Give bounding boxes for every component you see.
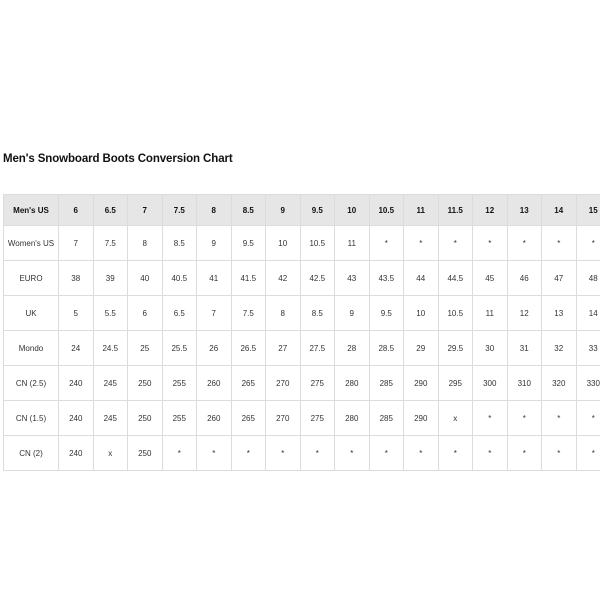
table-cell: * (369, 436, 404, 471)
column-header: 12 (473, 195, 508, 226)
table-cell: 43 (335, 261, 370, 296)
table-cell: 25 (128, 331, 163, 366)
conversion-table-container (3, 194, 600, 471)
table-cell: 255 (162, 401, 197, 436)
table-cell: * (300, 436, 335, 471)
chart-title: Men's Snowboard Boots Conversion Chart (3, 153, 233, 165)
table-cell: 6.5 (162, 296, 197, 331)
table-cell: 10 (266, 226, 301, 261)
table-row (4, 331, 600, 366)
table-cell: * (438, 436, 473, 471)
table-cell: * (507, 436, 542, 471)
table-cell: 270 (266, 366, 301, 401)
table-cell: 26.5 (231, 331, 266, 366)
table-cell: 33 (576, 331, 600, 366)
table-cell: 240 (59, 366, 94, 401)
table-cell: * (231, 436, 266, 471)
table-cell: 38 (59, 261, 94, 296)
table-cell: 7 (197, 296, 232, 331)
table-row (4, 366, 600, 401)
table-cell: 290 (404, 401, 439, 436)
table-row (4, 261, 600, 296)
table-cell: 250 (128, 401, 163, 436)
table-cell: * (266, 436, 301, 471)
table-cell: 11 (335, 226, 370, 261)
table-cell: 250 (128, 366, 163, 401)
table-cell: * (542, 436, 577, 471)
table-cell: x (93, 436, 128, 471)
column-header: 9 (266, 195, 301, 226)
table-cell: 8.5 (300, 296, 335, 331)
table-cell: 250 (128, 436, 163, 471)
table-cell: 300 (473, 366, 508, 401)
header-row (4, 195, 600, 226)
row-label: Women's US (4, 226, 59, 261)
table-cell: 45 (473, 261, 508, 296)
table-cell: 41.5 (231, 261, 266, 296)
table-cell: 11 (473, 296, 508, 331)
table-cell: * (197, 436, 232, 471)
table-cell: 31 (507, 331, 542, 366)
table-cell: 47 (542, 261, 577, 296)
table-cell: * (162, 436, 197, 471)
table-cell: 10 (404, 296, 439, 331)
table-cell: 10.5 (300, 226, 335, 261)
table-cell: 41 (197, 261, 232, 296)
table-cell: 275 (300, 401, 335, 436)
table-cell: * (542, 401, 577, 436)
table-cell: * (473, 436, 508, 471)
table-cell: 32 (542, 331, 577, 366)
table-cell: 270 (266, 401, 301, 436)
table-cell: 275 (300, 366, 335, 401)
column-header: 10 (335, 195, 370, 226)
row-label: EURO (4, 261, 59, 296)
table-cell: 29.5 (438, 331, 473, 366)
table-cell: 8.5 (162, 226, 197, 261)
table-cell: 42.5 (300, 261, 335, 296)
table-cell: 12 (507, 296, 542, 331)
table-cell: 9 (197, 226, 232, 261)
table-cell: * (473, 226, 508, 261)
table-row (4, 401, 600, 436)
table-cell: 285 (369, 366, 404, 401)
table-cell: 260 (197, 401, 232, 436)
table-cell: 42 (266, 261, 301, 296)
table-cell: 290 (404, 366, 439, 401)
table-cell: * (507, 401, 542, 436)
column-header: 9.5 (300, 195, 335, 226)
row-label: CN (2.5) (4, 366, 59, 401)
table-row (4, 296, 600, 331)
table-cell: 265 (231, 366, 266, 401)
table-cell: 13 (542, 296, 577, 331)
table-cell: 240 (59, 436, 94, 471)
table-cell: * (335, 436, 370, 471)
table-cell: * (473, 401, 508, 436)
table-cell: * (576, 436, 600, 471)
column-header: 7.5 (162, 195, 197, 226)
table-cell: 10.5 (438, 296, 473, 331)
table-cell: * (507, 226, 542, 261)
column-header: 8 (197, 195, 232, 226)
table-cell: 280 (335, 401, 370, 436)
table-cell: 9.5 (369, 296, 404, 331)
row-label: CN (2) (4, 436, 59, 471)
table-cell: 285 (369, 401, 404, 436)
table-cell: 280 (335, 366, 370, 401)
table-cell: * (438, 226, 473, 261)
table-cell: * (576, 226, 600, 261)
table-cell: 44.5 (438, 261, 473, 296)
table-cell: 30 (473, 331, 508, 366)
table-cell: 255 (162, 366, 197, 401)
column-header: 11 (404, 195, 439, 226)
table-cell: 14 (576, 296, 600, 331)
table-cell: 9.5 (231, 226, 266, 261)
table-cell: 27.5 (300, 331, 335, 366)
table-cell: 46 (507, 261, 542, 296)
column-header: 11.5 (438, 195, 473, 226)
table-cell: 44 (404, 261, 439, 296)
column-header: 14 (542, 195, 577, 226)
table-cell: x (438, 401, 473, 436)
table-cell: 245 (93, 401, 128, 436)
table-cell: 260 (197, 366, 232, 401)
table-cell: * (576, 401, 600, 436)
table-cell: 24 (59, 331, 94, 366)
table-cell: 28.5 (369, 331, 404, 366)
column-header: 6 (59, 195, 94, 226)
table-cell: * (542, 226, 577, 261)
column-header: 8.5 (231, 195, 266, 226)
table-cell: 310 (507, 366, 542, 401)
table-cell: 40.5 (162, 261, 197, 296)
table-row (4, 436, 600, 471)
table-cell: 28 (335, 331, 370, 366)
table-cell: 26 (197, 331, 232, 366)
column-header: 7 (128, 195, 163, 226)
table-body (4, 226, 600, 471)
table-cell: 27 (266, 331, 301, 366)
table-cell: 24.5 (93, 331, 128, 366)
table-cell: 8 (128, 226, 163, 261)
table-cell: 7.5 (93, 226, 128, 261)
row-label: Mondo (4, 331, 59, 366)
table-cell: 29 (404, 331, 439, 366)
table-cell: 330 (576, 366, 600, 401)
table-cell: * (404, 436, 439, 471)
table-cell: 245 (93, 366, 128, 401)
column-header: 15 (576, 195, 600, 226)
size-conversion-table (3, 194, 600, 471)
table-cell: 48 (576, 261, 600, 296)
column-header: 10.5 (369, 195, 404, 226)
table-cell: 25.5 (162, 331, 197, 366)
table-cell: 43.5 (369, 261, 404, 296)
table-cell: 5 (59, 296, 94, 331)
table-header (4, 195, 600, 226)
table-cell: 265 (231, 401, 266, 436)
table-cell: 7 (59, 226, 94, 261)
row-label: CN (1.5) (4, 401, 59, 436)
table-cell: * (404, 226, 439, 261)
table-cell: 7.5 (231, 296, 266, 331)
table-cell: 295 (438, 366, 473, 401)
table-cell: 8 (266, 296, 301, 331)
table-row (4, 226, 600, 261)
table-cell: 5.5 (93, 296, 128, 331)
column-header: 6.5 (93, 195, 128, 226)
row-label: UK (4, 296, 59, 331)
table-cell: 40 (128, 261, 163, 296)
table-cell: 320 (542, 366, 577, 401)
table-cell: * (369, 226, 404, 261)
table-cell: 39 (93, 261, 128, 296)
column-header: 13 (507, 195, 542, 226)
table-cell: 9 (335, 296, 370, 331)
table-cell: 6 (128, 296, 163, 331)
header-label-cell: Men's US (4, 195, 59, 226)
table-cell: 240 (59, 401, 94, 436)
